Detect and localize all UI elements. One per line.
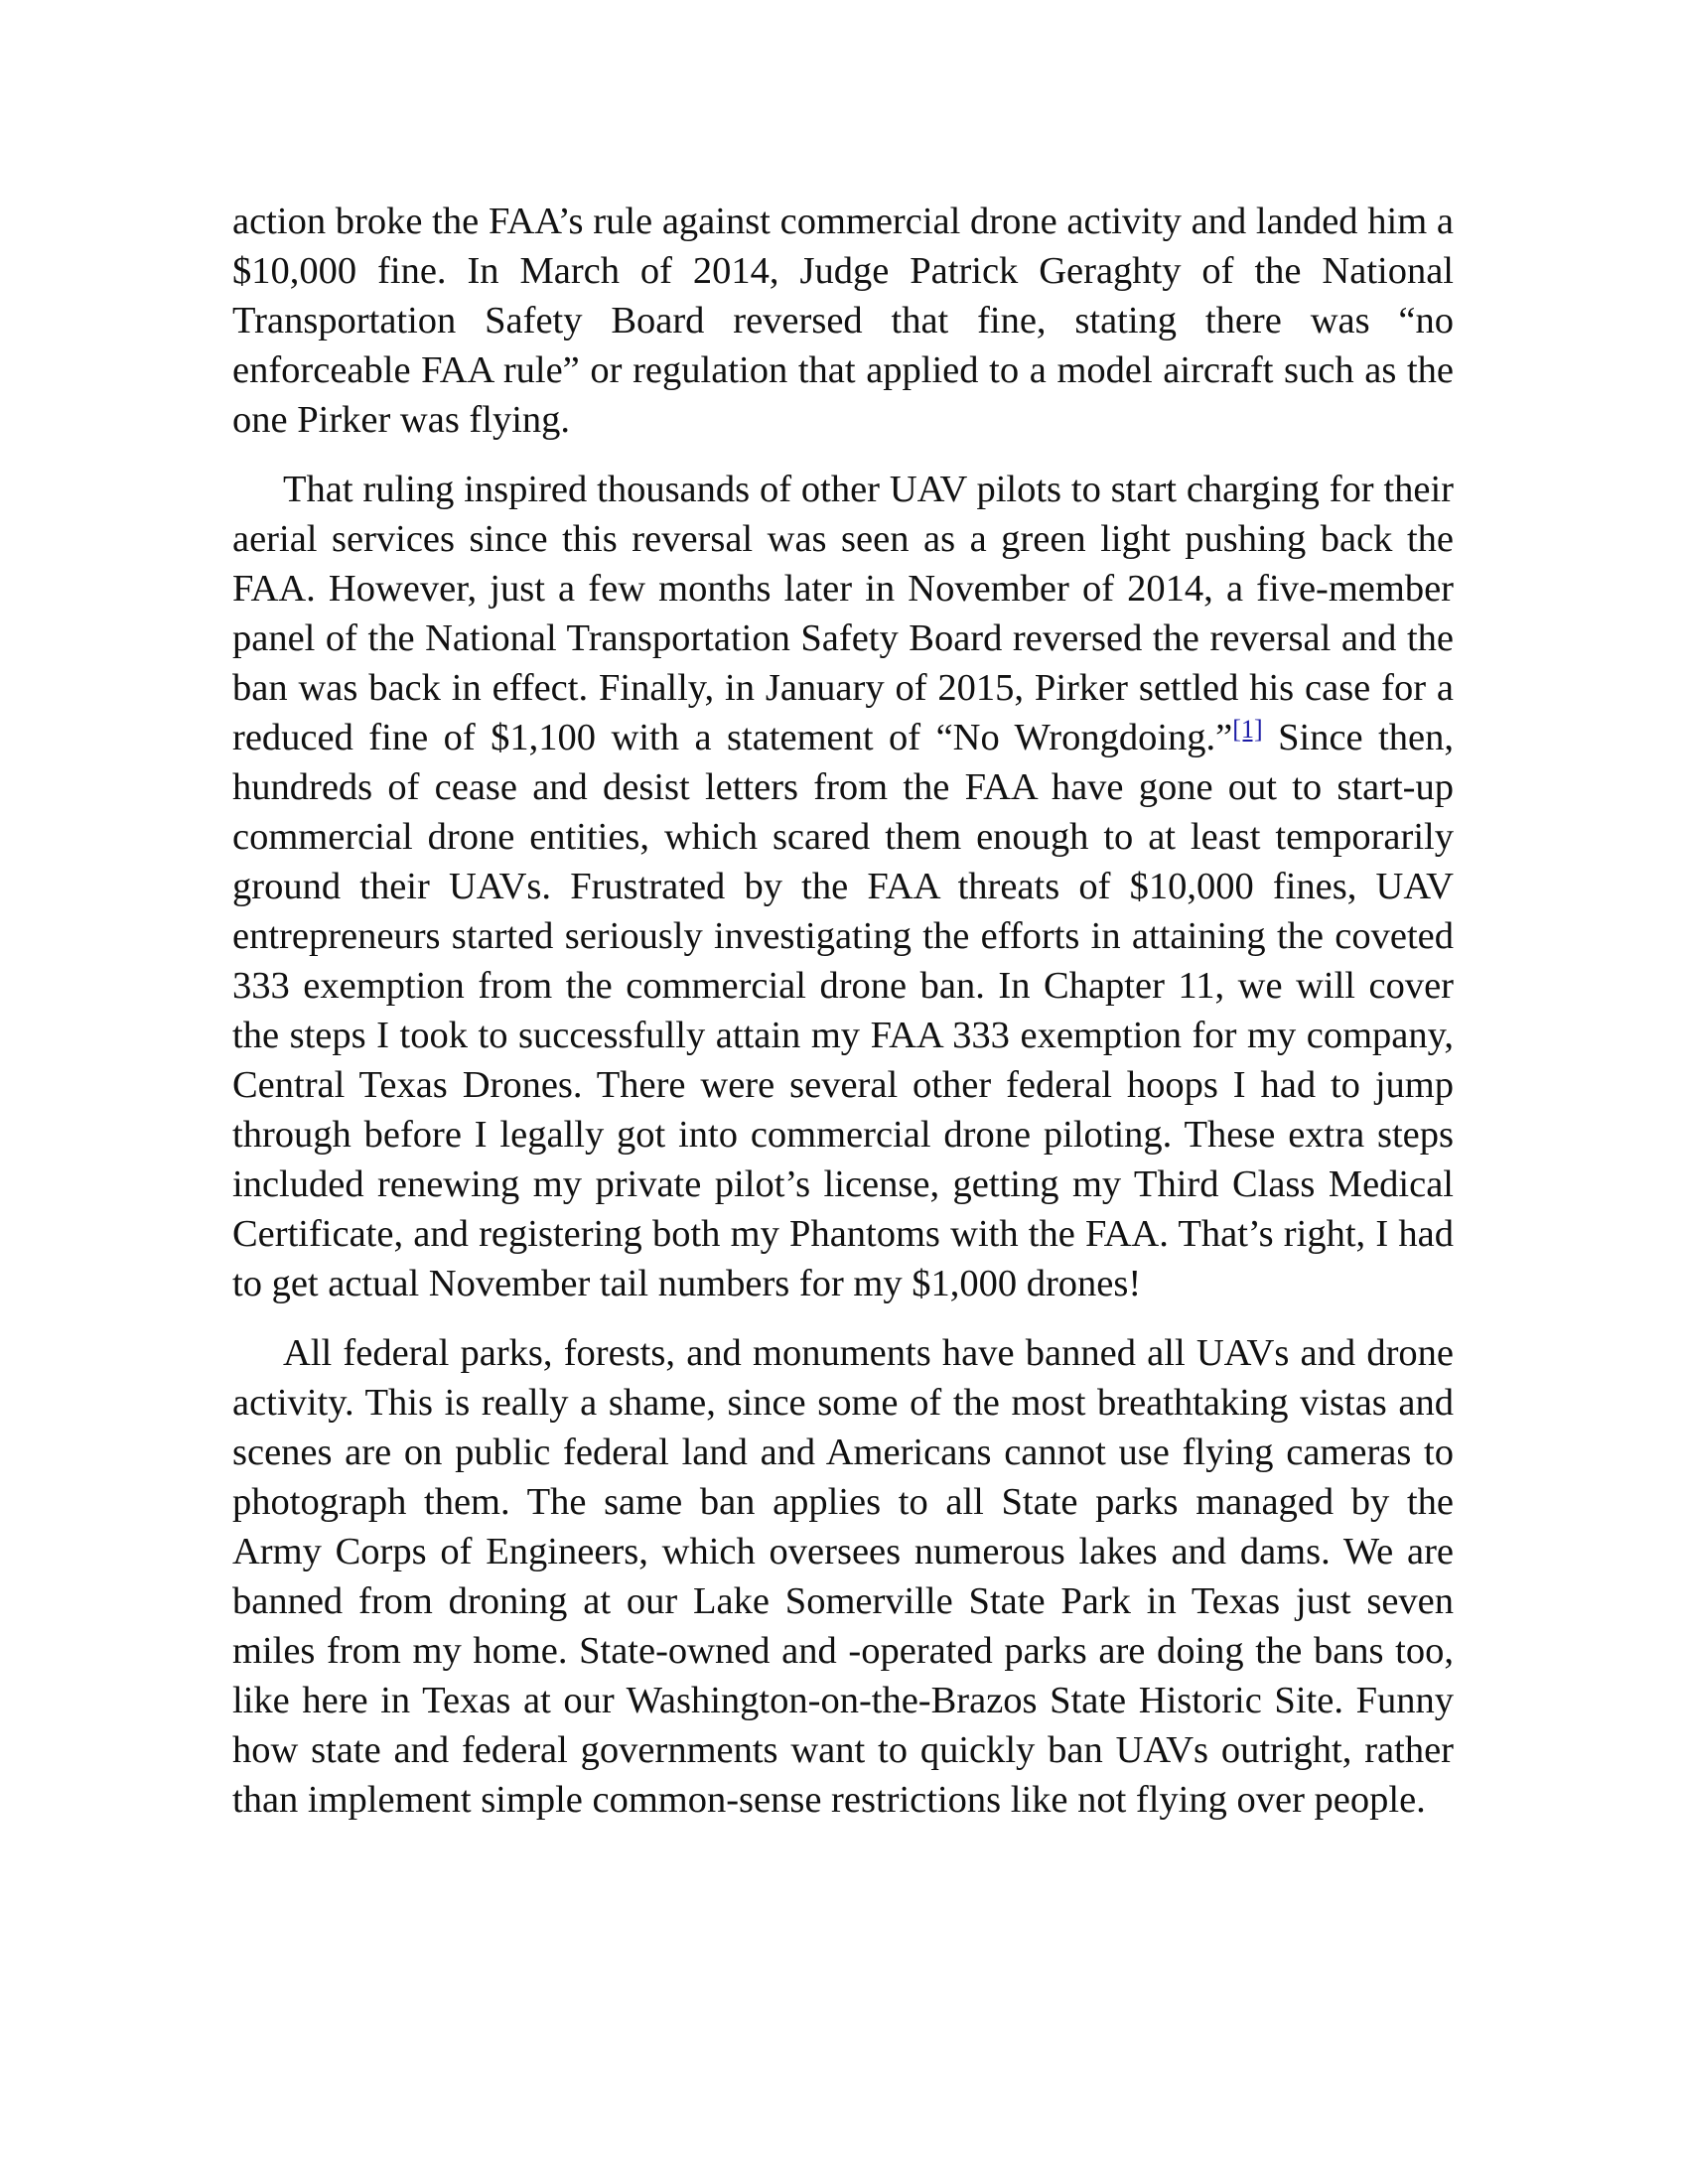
document-page <box>232 197 1454 1844</box>
paragraph-3: All federal parks, forests, and monuments have banned all UAVs and drone activity. This is really a shame, since some of the most breathtaking vistas and scenes are on public federal land and Americans cannot use flying cameras to photograph them. The same ban applies to all State parks managed by the Army Corps of Engineers, which oversees numerous lakes and dams. We are banned from droning at our Lake Somerville State Park in Texas just seven miles from my home. State-owned and -operated parks are doing the bans too, like here in Texas at our Washington-on-the-Brazos State Historic Site. Funny how state and federal governments want to quickly ban UAVs outright, rather than implement simple common-sense restrictions like not flying over people. <box>232 1332 1454 1821</box>
paragraph-1: action broke the FAA’s rule against commercial drone activity and landed him a $10,000 fine. In March of 2014, Judge Patrick Geraghty of the National Transportation Safety Board reversed that fine, stating there was “no enforceable FAA rule” or regulation that applied to a model aircraft such as the one Pirker was flying. <box>232 201 1454 441</box>
paragraph-2 <box>232 465 1454 1308</box>
paragraph-2-text-after: Since then, hundreds of cease and desist letters from the FAA have gone out to start-up commercial drone entities, which scared them enough to at least temporarily ground their UAVs. Frustrated by the FAA threats of $10,000 fines, UAV entrepreneurs started seriously investigating the efforts in attaining the coveted 333 exemption from the commercial drone ban. In Chapter 11, we will cover the steps I took to successfully attain my FAA 333 exemption for my company, Central Texas Drones. There were several other federal hoops I had to jump through before I legally got into commercial drone piloting. These extra steps included renewing my private pilot’s license, getting my Third Class Medical Certificate, and registering both my Phantoms with the FAA. That’s right, I had to get actual November tail numbers for my $1,000 drones! <box>232 717 1455 1304</box>
footnote-link[interactable]: [1] <box>1232 715 1263 744</box>
paragraph-2-text-before: That ruling inspired thousands of other UAV pilots to start charging for their aerial services since this reversal was seen as a green light pushing back the FAA. However, just a few months later in November of 2014, a five-member panel of the National Transportation Safety Board reversed the reversal and the ban was back in effect. Finally, in January of 2015, Pirker settled his case for a reduced fine of $1,100 with a statement of “No Wrongdoing.” <box>232 469 1454 758</box>
